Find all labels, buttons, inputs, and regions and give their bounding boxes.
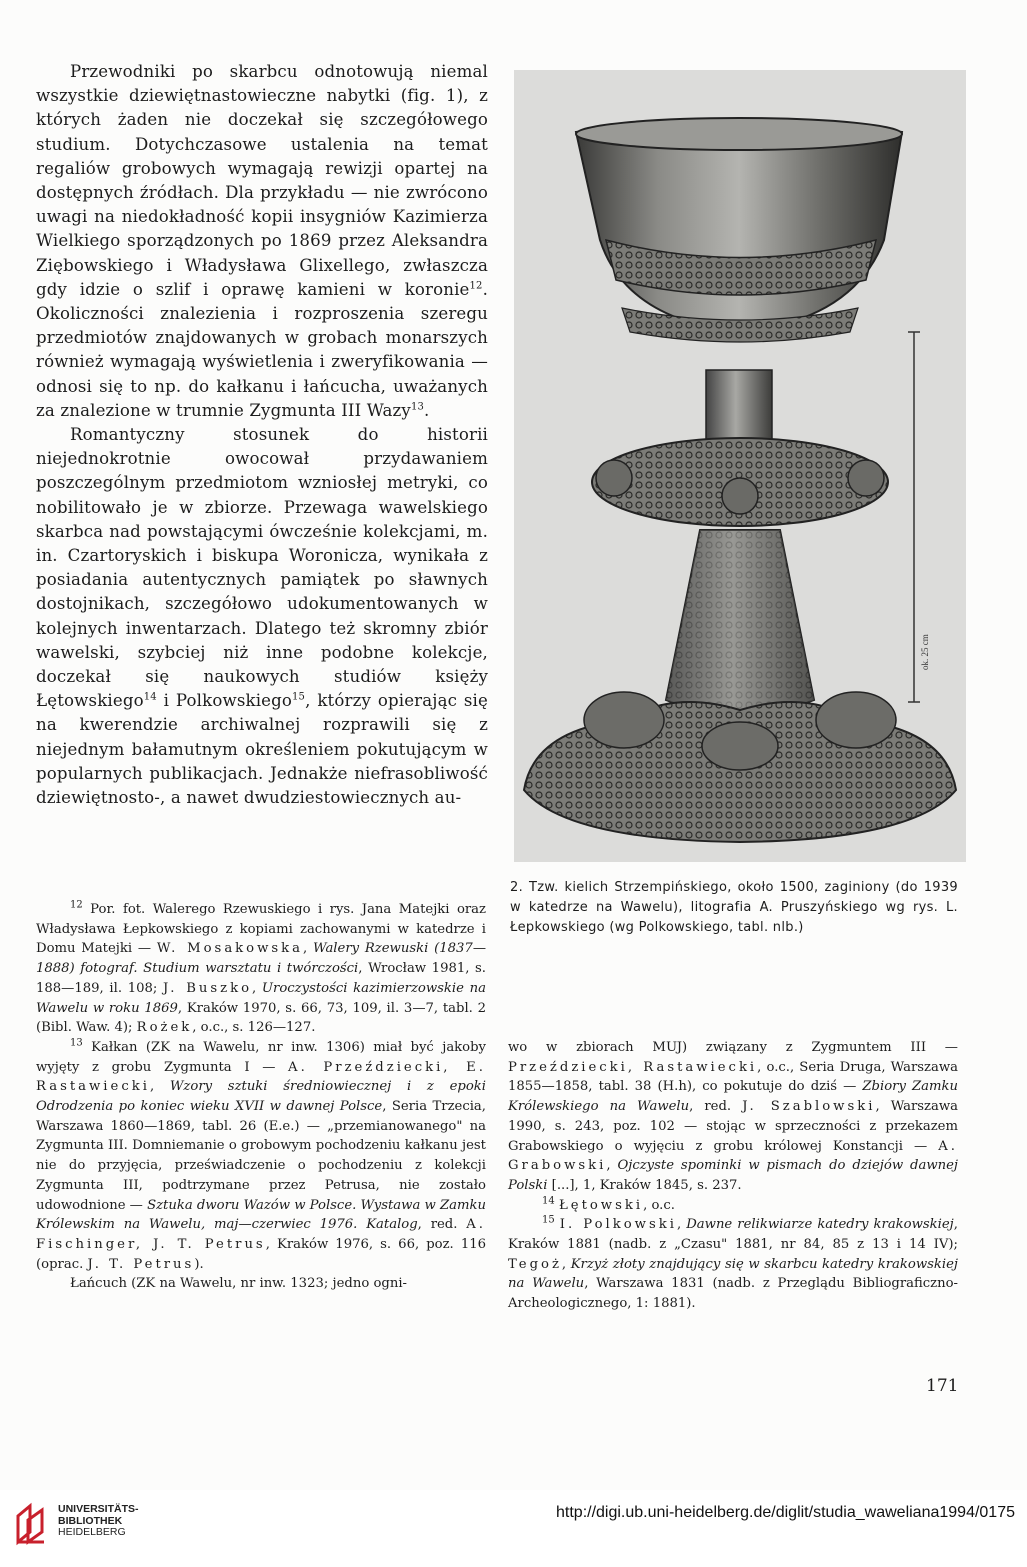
- author-name: I. Polkowski: [559, 1217, 677, 1233]
- measure-label: ok. 25 cm: [920, 634, 930, 670]
- text-run: ,: [606, 1158, 618, 1174]
- main-body-text: [36, 60, 488, 810]
- text-run: , Wrocław 1981, s. 188—189, il. 108;: [36, 961, 486, 996]
- footnote-number: 14: [542, 1195, 555, 1207]
- author-name: J. T. Petrus: [87, 1256, 195, 1272]
- footnote-ref-12[interactable]: 12: [469, 280, 483, 292]
- author-name: W. Mosakowska: [156, 941, 304, 957]
- footnote-13-continuation: Łańcuch (ZK na Wawelu, nr inw. 1323; jedno ogni-: [70, 1276, 407, 1292]
- library-name-line: HEIDELBERG: [58, 1526, 126, 1538]
- footnote-ref-14[interactable]: 14: [143, 691, 157, 703]
- figure-caption: 2. Tzw. kielich Strzempińskiego, około 1500, zaginiony (do 1939 w katedrze na Wawelu), litografia A. Pruszyńskiego wg rys. L. Łepkowskiego (wg Polkowskiego, tabl. nlb.): [510, 880, 958, 935]
- text-run: Przewodniki po skarbcu odnotowują niemal wszystkie dziewiętnastowieczne nabytki (fig. 1), z których żaden nie doczekał się szczegółowego studium. Dotychczasowe ustalenia na temat regaliów grobowych wymagają rewizji opartej na dostępnych źródłach. Dla przykładu — nie zwrócono uwagi na niedokładność kopii insygniów Kazimierza Wielkiego sporządzonych po 1869 przez Aleksandra Ziębowskiego i Władysława Glixellego, zwłaszcza gdy idzie o szlif i oprawę kamieni w koronie: [36, 62, 488, 299]
- author-name: A. Grabowski: [508, 1138, 958, 1174]
- text-run: , red.: [417, 1217, 467, 1233]
- text-run: , Seria Trzecia, Warszawa 1860—1869, tabl. 26 (E.e.) — „przemianowanego" na Zygmunta III. Domniemanie o grobowym pochodzeniu kałkanu jest nie do przyjęcia, przeświadczenie o pochodzeniu z kolekcji Zygmunta III, podtrzymane przez Petrusa, nie zostało udowodnione —: [36, 1099, 486, 1213]
- footnote-13-continued: [508, 1038, 958, 1196]
- footnotes-left-column: [36, 900, 486, 1294]
- footnote-12: [36, 900, 486, 1038]
- work-title: Wzory sztuki średniowiecznej i z epoki Odrodzenia po koniec wieku XVII w dawnej Polsce: [36, 1079, 487, 1115]
- text-run: , red.: [689, 1099, 743, 1115]
- author-name: Tegoż: [508, 1256, 562, 1272]
- text-run: , o.c., Seria Druga, Warszawa 1855—1858, tabl. 38 (H.h), co pokutuje do dziś —: [508, 1059, 958, 1095]
- author-name: Przeździecki, Rastawiecki: [508, 1059, 758, 1075]
- author-name: J. Szablowski: [742, 1099, 876, 1115]
- text-run: ).: [194, 1256, 204, 1272]
- work-title: Walery Rzewuski (1837—1888) fotograf. Studium warsztatu i twórczości: [36, 941, 487, 977]
- work-title: Ojczyste spominki w pismach do dziejów dawnej Polski: [508, 1158, 958, 1193]
- paragraph-2: [36, 423, 488, 810]
- footnote-ref-15[interactable]: 15: [292, 691, 306, 703]
- text-run: , Kraków 1881 (nadb. z „Czasu" 1881, nr 84, 85 z 13 i 14 IV);: [508, 1217, 958, 1253]
- author-name: A. Przeździecki, E. Rastawiecki: [36, 1059, 486, 1095]
- work-title: Krzyż złoty znajdujący się w skarbcu katedry krakowskiej na Wawelu: [508, 1256, 958, 1292]
- footnote-number: 12: [70, 899, 83, 911]
- text-run: , Kraków 1976, s. 66, poz. 116 (oprac.: [36, 1236, 486, 1272]
- work-title: Dawne relikwiarze katedry krakowskiej: [686, 1217, 954, 1233]
- text-run: , o.c.: [643, 1197, 675, 1213]
- footnote-number: 13: [70, 1037, 83, 1049]
- permalink-url[interactable]: http://digi.ub.uni-heidelberg.de/diglit/studia_waweliana1994/0175: [556, 1504, 1015, 1521]
- text-run: ,: [676, 1217, 687, 1233]
- text-run: i Polkowskiego: [156, 691, 293, 711]
- text-run: wo w zbiorach MUJ) związany z Zygmuntem III —: [508, 1040, 958, 1055]
- text-run: . Okoliczności znalezienia i rozproszenia szeregu przedmiotów znajdowanych w grobach monarszych również wymagają wyświetlenia i zweryfikowania — odnosi się to np. do kałkanu i łańcucha, uważanych za znalezione w trumnie Zygmunta III Wazy: [36, 279, 488, 420]
- text-run: , Warszawa 1831 (nadb. z Przeglądu Bibliograficzno-Archeologicznego, 1: 1881).: [508, 1276, 959, 1312]
- footnote-number: 15: [542, 1214, 555, 1226]
- author-name: Łętowski: [558, 1197, 644, 1213]
- work-title: Sztuka dworu Wazów w Polsce. Wystawa w Zamku Królewskim na Wawelu, maj—czerwiec 1976. Katalog: [36, 1197, 486, 1233]
- footnotes-right-column: [508, 1038, 958, 1314]
- chalice-plate-figure: [514, 70, 966, 862]
- library-logo-icon: [14, 1502, 52, 1551]
- footnote-ref-13[interactable]: 13: [410, 401, 424, 413]
- text-run: .: [424, 400, 430, 420]
- author-name: Rożek: [136, 1020, 193, 1036]
- footnote-15: [508, 1215, 958, 1314]
- paragraph-1: [36, 60, 488, 423]
- author-name: A. Fischinger, J. T. Petrus: [36, 1217, 486, 1252]
- library-name-line: BIBLIOTHEK: [58, 1514, 123, 1527]
- text-run: ,: [149, 1079, 170, 1095]
- text-run: Romantyczny stosunek do historii niejednokrotnie owocował przydawaniem poszczególnym przedmiotom wzniosłej metryki, co nobilitowało je w zbiorze. Przewaga wawelskiego skarbca nad powstającymi ówcześnie kolekcjami, m. in. Czartoryskich i biskupa Woronicza, wynikała z posiadania autentycznych pamiątek po sławnych dostojnikach, szczegółowo udokumentowanych w kolejnych inwentarzach. Dlatego też skromny zbiór wawelski, szybciej niż inne podobne kolekcje, doczekał się naukowych studiów księży Łętowskiego: [36, 425, 488, 711]
- work-title: Zbiory Zamku Królewskiego na Wawelu: [508, 1079, 958, 1115]
- text-run: [...], 1, Kraków 1845, s. 237.: [547, 1177, 742, 1193]
- footnote-13: [36, 1038, 486, 1274]
- footnote-14: [508, 1196, 958, 1216]
- text-run: , o.c., s. 126—127.: [192, 1020, 316, 1036]
- text-run: ,: [561, 1256, 571, 1272]
- author-name: J. Buszko: [163, 980, 253, 996]
- text-run: Por. fot. Walerego Rzewuskiego i rys. Jana Matejki oraz Władysława Łepkowskiego z kopiami zachowanymi w katedrze i Domu Matejki —: [36, 902, 486, 957]
- text-run: , którzy opierając się na kwerendzie archiwalnej rozprawili się z niejednym bałamutnym określeniem pokutującym w popularnych publikacjach. Jednakże niefrasobliwość dziewiętnosto-, a nawet dwudziestowiecznych au-: [36, 691, 488, 808]
- text-run: , Warszawa 1990, s. 243, poz. 102 — stojąc w sprzeczności z przekazem Grabowskiego o wyjęciu z grobu królowej Konstancji —: [508, 1099, 958, 1154]
- text-run: Kałkan (ZK na Wawelu, nr inw. 1306) miał być jakoby wyjęty z grobu Zygmunta I —: [36, 1039, 486, 1075]
- text-run: , Kraków 1970, s. 66, 73, 109, il. 3—7, tabl. 2 (Bibl. Waw. 4);: [36, 1000, 486, 1036]
- text-run: ,: [252, 980, 262, 996]
- chalice-illustration: [514, 70, 966, 862]
- page-number: 171: [926, 1376, 959, 1396]
- digitization-footer: [0, 1490, 1027, 1567]
- text-run: ,: [303, 941, 314, 957]
- work-title: Uroczystości kazimierzowskie na Wawelu w roku 1869: [36, 980, 486, 1016]
- library-name: [58, 1504, 139, 1539]
- library-name-line: UNIVERSITÄTS-: [58, 1503, 139, 1515]
